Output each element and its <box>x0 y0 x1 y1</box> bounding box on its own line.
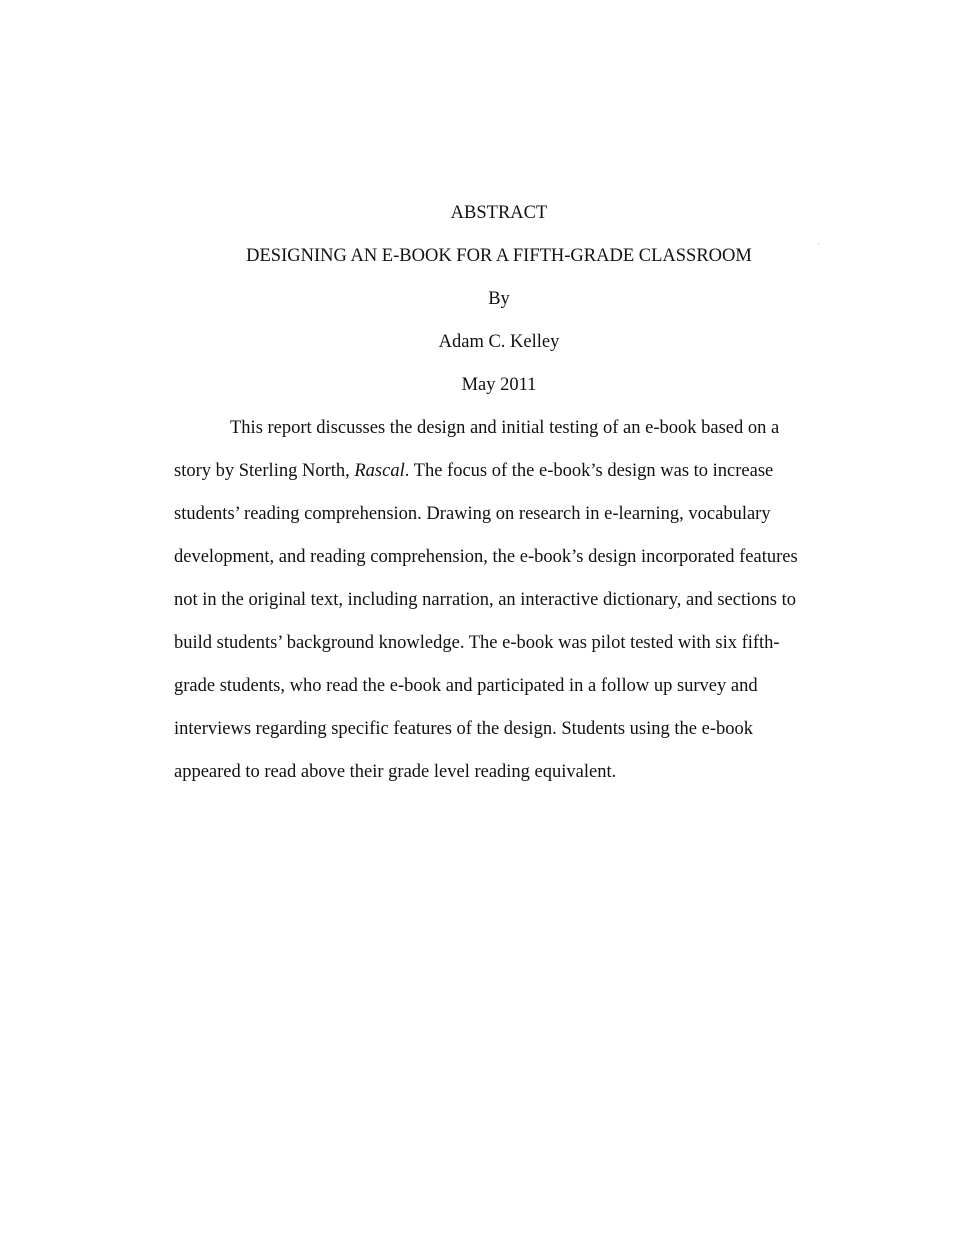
abstract-text: story by Sterling North, <box>174 461 355 481</box>
abstract-line: build students’ background knowledge. The e-book was pilot tested with six fifth- <box>174 633 780 653</box>
document-date: May 2011 <box>461 375 537 395</box>
abstract-line: appeared to read above their grade level reading equivalent. <box>174 762 617 782</box>
abstract-line: grade students, who read the e-book and participated in a follow up survey and <box>174 676 758 696</box>
abstract-heading: ABSTRACT <box>450 203 548 223</box>
abstract-line: development, and reading comprehension, the e-book’s design incorporated features <box>174 547 798 567</box>
book-title-rascal: Rascal <box>354 461 405 481</box>
abstract-line: interviews regarding specific features of the design. Students using the e-book <box>174 719 753 739</box>
byline-label: By <box>488 289 510 309</box>
abstract-line <box>174 460 773 482</box>
abstract-text: . The focus of the e-book’s design was to increase <box>404 461 774 481</box>
scan-speck <box>818 243 819 244</box>
document-title: DESIGNING AN E-BOOK FOR A FIFTH-GRADE CLASSROOM <box>246 246 752 266</box>
abstract-line: not in the original text, including narration, an interactive dictionary, and sections to <box>174 590 796 610</box>
author-name: Adam C. Kelley <box>438 332 560 352</box>
abstract-line: students’ reading comprehension. Drawing on research in e-learning, vocabulary <box>174 504 771 524</box>
abstract-line: This report discusses the design and initial testing of an e-book based on a <box>230 418 780 438</box>
